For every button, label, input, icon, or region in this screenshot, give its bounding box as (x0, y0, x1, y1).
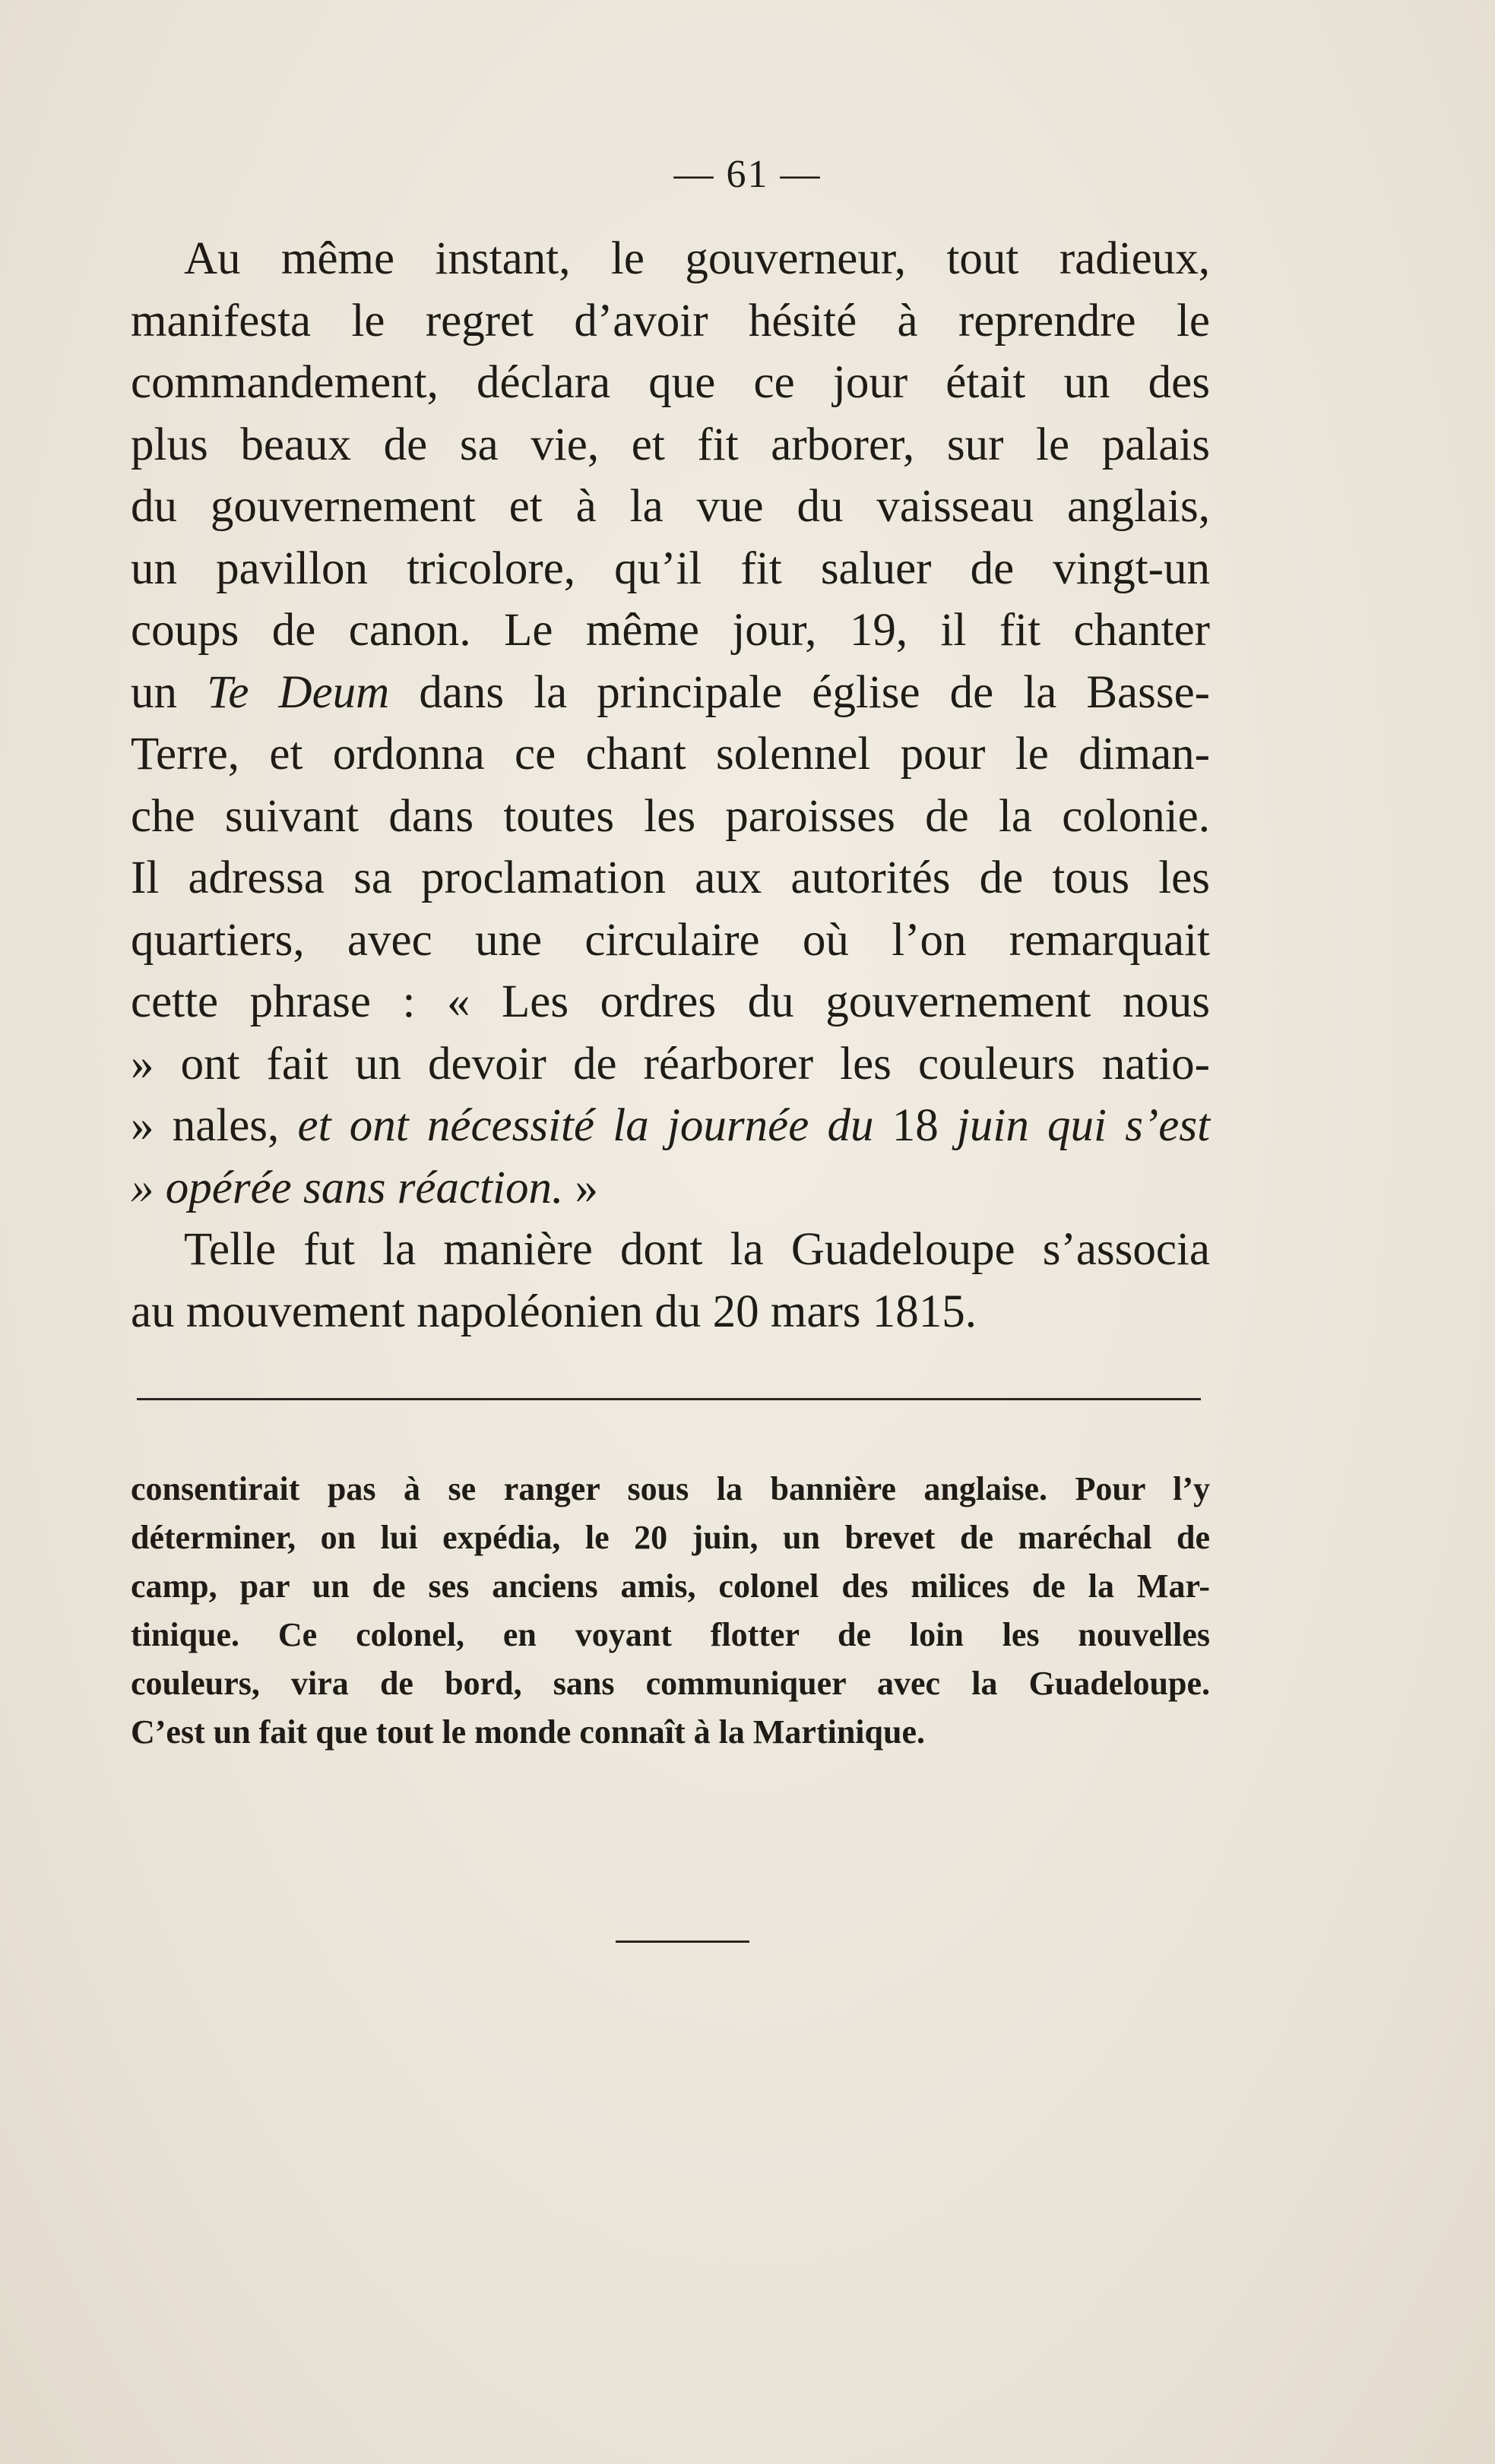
text-line (131, 1095, 1210, 1157)
footnote-separator-rule (137, 1398, 1201, 1400)
text-line: du gouvernement et à la vue du vaisseau anglais, (131, 481, 1210, 532)
italic-quote: » opérée sans réaction. (131, 1162, 564, 1213)
footnote-line: déterminer, on lui expédia, le 20 juin, un brevet de maréchal de (131, 1519, 1210, 1556)
text-line: Terre, et ordonna ce chant solennel pour le diman- (131, 729, 1210, 780)
text-fragment: » nales, (131, 1100, 280, 1151)
text-line: Il adressa sa proclamation aux autorités de tous les (131, 852, 1210, 903)
footnote (131, 1465, 1210, 1757)
text-line: commandement, déclara que ce jour était un des (131, 357, 1210, 408)
text-fragment: 18 (892, 1100, 939, 1151)
text-line: cette phrase : « Les ordres du gouvernement nous (131, 976, 1210, 1027)
footnote-line: consentirait pas à se ranger sous la bannière anglaise. Pour l’y (131, 1470, 1210, 1507)
text-fragment: un (131, 666, 177, 718)
text-line (131, 662, 1210, 724)
page-number: — 61 — (673, 153, 822, 196)
text-line: quartiers, avec une circulaire où l’on remarquait (131, 914, 1210, 966)
text-line: plus beaux de sa vie, et fit arborer, sur le palais (131, 419, 1210, 470)
footnote-line: couleurs, vira de bord, sans communiquer avec la Guadeloupe. (131, 1665, 1210, 1702)
end-rule (616, 1941, 749, 1943)
text-fragment: dans la principale église de la Basse- (419, 666, 1210, 718)
text-line: un pavillon tricolore, qu’il fit saluer de vingt-un (131, 542, 1210, 594)
text-line: Au même instant, le gouverneur, tout radieux, (184, 233, 1210, 284)
text-line: manifesta le regret d’avoir hésité à reprendre le (131, 295, 1210, 346)
text-line: che suivant dans toutes les paroisses de la colonie. (131, 790, 1210, 842)
footnote-line: tinique. Ce colonel, en voyant flotter de loin les nouvelles (131, 1616, 1210, 1653)
italic-quote: et ont nécessité la journée du (297, 1100, 874, 1151)
text-line: Telle fut la manière dont la Guadeloupe s’associa (184, 1224, 1210, 1275)
footnote-line: camp, par un de ses anciens amis, colonel des milices de la Mar- (131, 1567, 1210, 1605)
text-line (131, 1157, 1210, 1219)
text-fragment: » (575, 1162, 598, 1213)
footnote-line: C’est un fait que tout le monde connaît à la Martinique. (131, 1713, 925, 1751)
italic-quote: juin qui s’est (956, 1100, 1211, 1151)
main-text (131, 228, 1210, 1343)
text-line: coups de canon. Le même jour, 19, il fit chanter (131, 605, 1210, 656)
text-line: » ont fait un devoir de réarborer les couleurs natio- (131, 1038, 1210, 1090)
italic-latin-phrase: Te Deum (207, 666, 390, 718)
text-line: au mouvement napoléonien du 20 mars 1815. (131, 1286, 977, 1337)
